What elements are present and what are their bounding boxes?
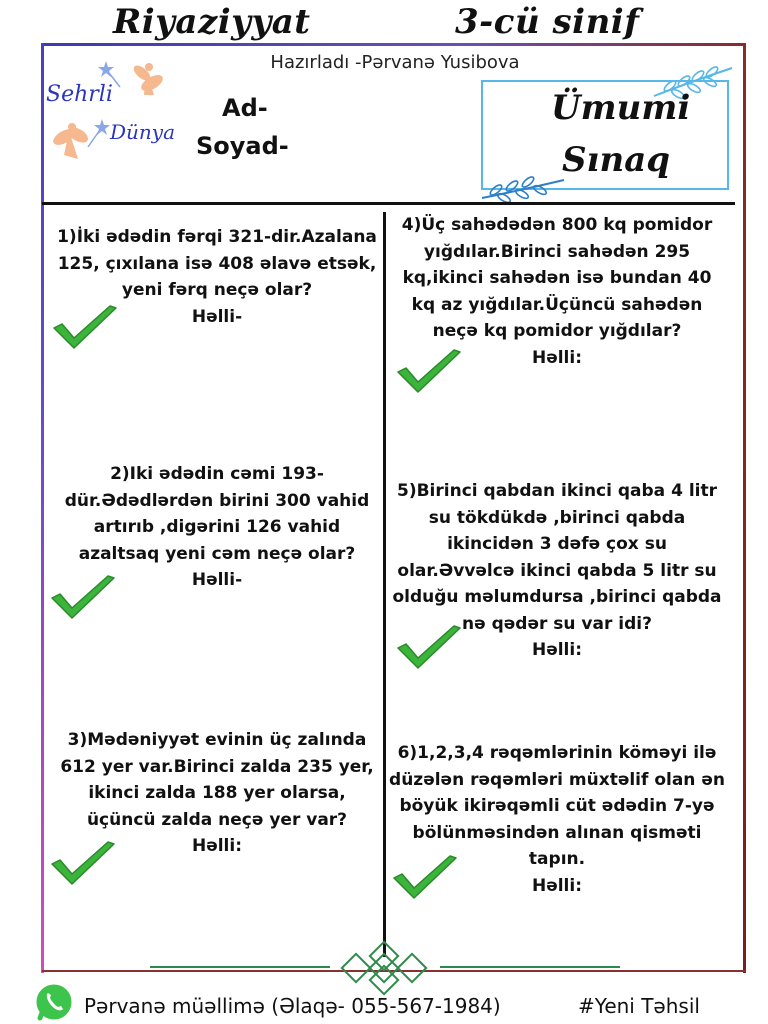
question-6-line: böyük ikirəqəmli cüt ədədin 7-yə	[399, 796, 715, 816]
footer-contact: Pərvanə müəllimə (Əlaqə- 055-567-1984)	[84, 994, 501, 1018]
question-1-solution-label: Həlli-	[191, 306, 243, 327]
prepared-by: Hazırladı -Pərvanə Yusibova	[270, 52, 520, 73]
question-5-line: su tökdükdə ,birinci qabda	[428, 507, 686, 528]
question-4-line: neçə kq pomidor yığdılar?	[432, 321, 682, 341]
leaf-branch-bottom-icon	[478, 164, 568, 204]
question-2-solution-label: Həlli-	[191, 570, 243, 590]
exam-title-line2: Sınaq	[562, 140, 670, 180]
question-1-line: yeni fərq neçə olar?	[121, 280, 313, 300]
question-1-line: 1)İki ədədin fərqi 321-dir.Azalana	[57, 227, 377, 247]
question-3-line: ikinci zalda 188 yer olarsa,	[88, 783, 346, 803]
question-3-line: 3)Mədəniyyət evinin üç zalında	[67, 730, 367, 750]
question-5-line: 5)Birinci qabdan ikinci qaba 4 litr	[397, 481, 717, 501]
question-6-line: düzələn rəqəmləri müxtəlif olan ən	[389, 769, 725, 790]
grade-title: 3-cü sinif	[455, 2, 640, 42]
question-4-line: kq az yığdılar.Üçüncü sahədən	[411, 294, 703, 315]
question-5-line: ikincidən 3 dəfə çox su	[447, 534, 667, 554]
question-3-line: 612 yer var.Birinci zalda 235 yer,	[60, 756, 374, 777]
bottom-line-left	[150, 966, 330, 968]
question-6-line: 6)1,2,3,4 rəqəmlərinin köməyi ilə	[397, 743, 717, 763]
check-icon	[48, 840, 118, 890]
check-icon	[394, 348, 464, 398]
question-6-solution-label: Həlli:	[531, 875, 583, 896]
check-icon	[50, 304, 120, 354]
logo-word-1: Sehrli	[46, 82, 113, 107]
frame-right	[743, 43, 746, 973]
surname-label: Soyad-	[196, 132, 289, 160]
question-4-line: kq,ikinci sahədən isə bundan 40	[402, 268, 712, 288]
question-1-line: 125, çıxılana isə 408 əlavə etsək,	[57, 253, 377, 274]
question-6-line: bölünməsindən alınan qisməti	[412, 822, 702, 843]
check-icon	[48, 574, 118, 624]
bottom-line-right	[440, 966, 620, 968]
fairy-logo-icon	[44, 55, 204, 175]
name-label: Ad-	[222, 94, 268, 122]
check-icon	[394, 624, 464, 674]
question-6-line: tapın.	[528, 849, 586, 869]
ornament-icon	[336, 940, 432, 996]
question-5-line: nə qədər su var idi?	[462, 613, 652, 634]
question-5-line: olar.Əvvəlcə ikinci qabda 5 litr su	[397, 560, 717, 581]
check-icon	[390, 854, 460, 904]
question-3-solution-label: Həlli:	[191, 836, 243, 856]
logo-word-2: Dünya	[110, 120, 176, 144]
exam-title-line1: Ümumi	[551, 88, 691, 128]
footer-hashtag: #Yeni Təhsil	[578, 994, 700, 1018]
frame-top	[42, 43, 746, 46]
question-2-line: 2)Iki ədədin cəmi 193-	[110, 464, 324, 484]
subject-title: Riyaziyyat	[113, 2, 311, 42]
question-4-line: 4)Üç sahədədən 800 kq pomidor	[401, 215, 713, 235]
header-divider	[42, 202, 735, 205]
question-2-line: artırıb ,digərini 126 vahid	[93, 517, 341, 537]
question-2-line: dür.Ədədlərdən birini 300 vahid	[64, 490, 370, 511]
frame-left	[41, 43, 44, 973]
question-5-line: olduğu məlumdursa ,birinci qabda	[392, 587, 722, 607]
question-5-solution-label: Həlli:	[531, 640, 583, 660]
question-2-line: azaltsaq yeni cəm neçə olar?	[78, 543, 356, 564]
question-4-solution-label: Həlli:	[531, 347, 583, 368]
question-3-line: üçüncü zalda neçə yer var?	[86, 809, 348, 830]
question-4-line: yığdılar.Birinci sahədən 295	[423, 241, 691, 262]
whatsapp-icon	[32, 980, 76, 1024]
